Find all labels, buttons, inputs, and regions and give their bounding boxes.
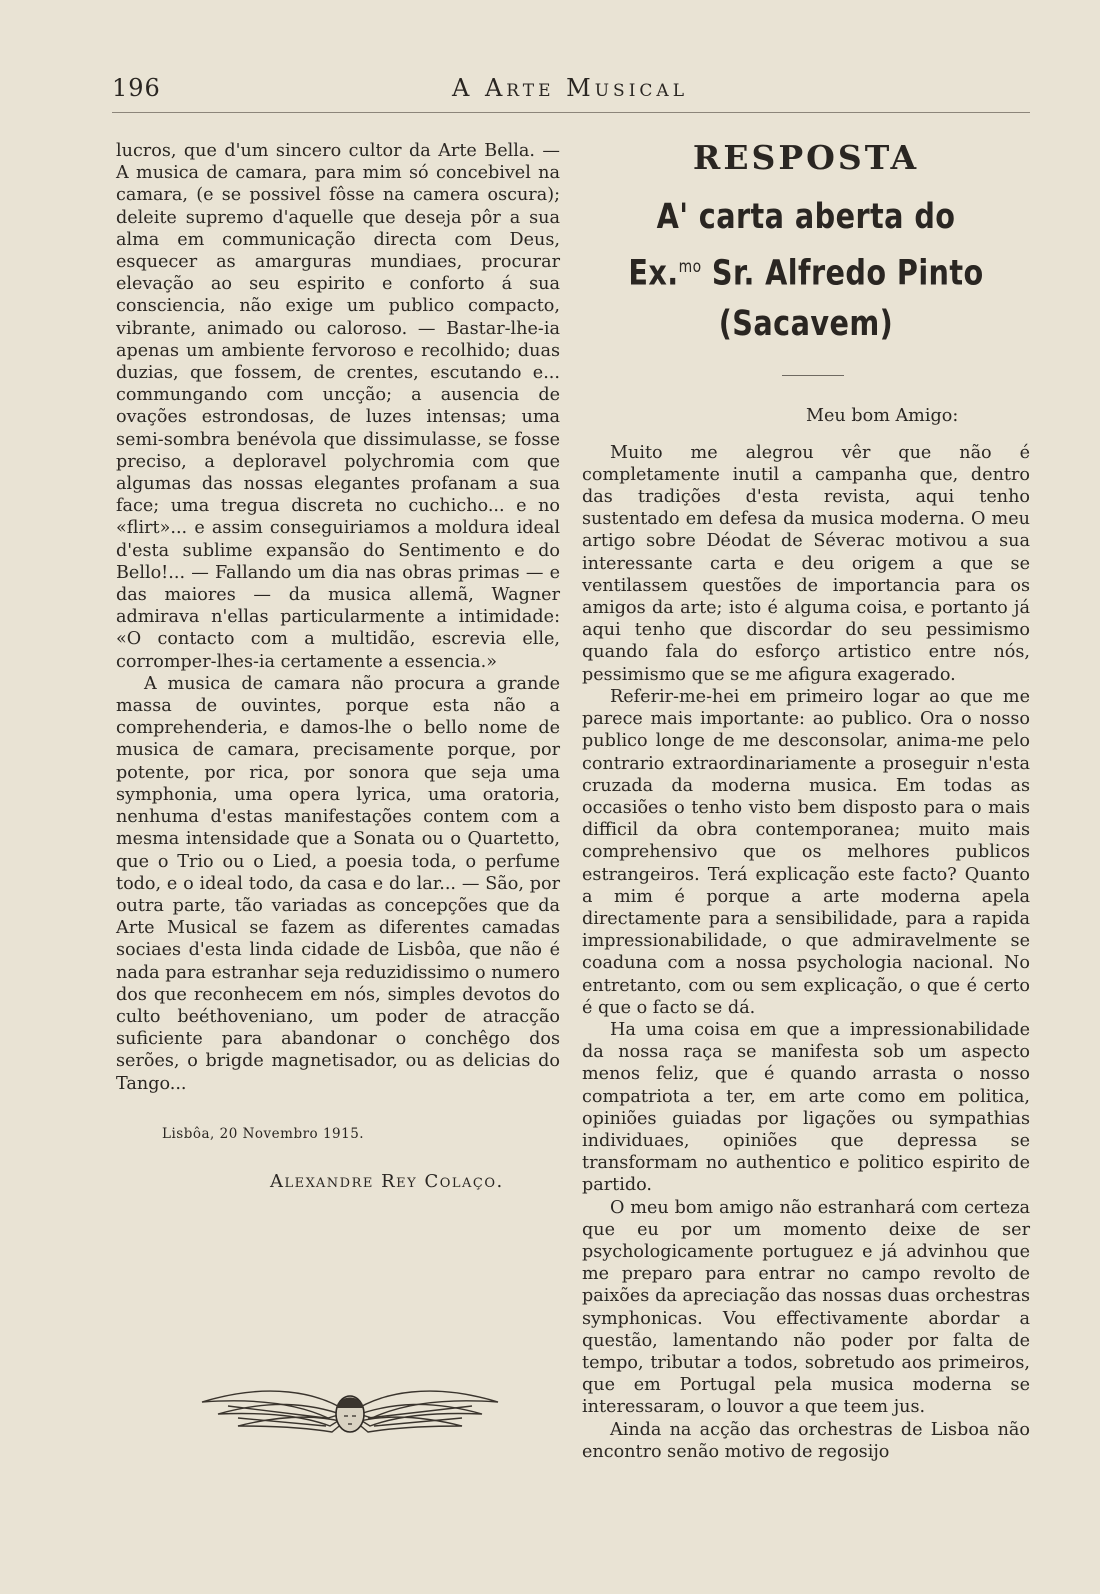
right-paragraph-1: Muito me alegrou vêr que não é completamente inutil a campanha que, dentro das tradições d'esta revista, aqui tenho sustentado em defesa da musica moderna. O meu artigo sobre Déodat de Séverac motivou a sua interessante carta e deu origem a que se ventilassem questões de importancia para os amigos da arte; isto é alguma coisa, e portanto já aqui tenho que discordar do seu pessimismo quando fala do esforço artistico entre nós, pessimismo que se me afigura exagerado. — [582, 442, 1030, 685]
subtitle-part-2: Sr. Alfredo Pinto (Sacavem) — [701, 253, 984, 344]
left-paragraph-1: lucros, que d'um sincero cultor da Arte Bella. — A musica de camara, para mim só concebivel na camara, (e se possivel fôsse na camera oscura); deleite supremo d'aquelle que deseja pôr a sua alma em communicação directa com Deus, esquecer as amarguras mundiaes, procurar elevação ao seu espirito e conforto á sua consciencia, não exige um publico compacto, vibrante, animado ou caloroso. — Bastar-lhe-ia apenas um ambiente fervoroso e recolhido; duas duzias, que fossem, de crentes, escutando e... commungando com uncção; a ausencia de ovações estrondosas, de luzes intensas; uma semi-sombra benévola que dissimulasse, se fosse preciso, a deploravel polychromia com que algumas das nossas elegantes profanam a sua face; uma tregua discreta no cuchicho... e no «flirt»... e assim conseguiriamos a moldura ideal d'esta sublime expansão do Sentimento e do Bello!... — Fallando um dia nas obras primas — e das maiores — da musica allemã, Wagner admirava n'ellas particularmente a intimidade: «O contacto com a multidão, escrevia elle, corromper-lhes-ia certamente a essencia.» — [116, 141, 560, 672]
right-paragraph-5: Ainda na acção das orchestras de Lisboa não encontro senão motivo de regosijo — [582, 1419, 1030, 1462]
author-signature: Alexandre Rey Colaço. — [270, 1170, 504, 1192]
page-header — [112, 74, 1028, 104]
subtitle-superscript: mo — [678, 257, 702, 277]
right-paragraph-2: Referir-me-hei em primeiro logar ao que me parece mais importante: ao publico. Ora o nosso publico longe de me desconsolar, anima-me pelo contrario extraordinariamente a proseguir n'esta cruzada da moderna musica. Em todas as occasiões o tenho visto bem disposto para o mais difficil da obra contemporanea; muito mais comprehensivo que os melhores publicos estrangeiros. Terá explicação este facto? Quanto a mim é porque a arte moderna apela directamente para a sensibilidade, para a rapida impressionabilidade, o que admiravelmente se coaduna com a nossa psychologia nacional. No entretanto, com ou sem explicação, o que é certo é que o facto se dá. — [582, 686, 1030, 1018]
title-divider — [782, 375, 844, 376]
left-paragraph-2: A musica de camara não procura a grande massa de ouvintes, porque esta não a comprehenderia, e damos-lhe o bello nome de musica de camara, precisamente porque, por potente, por rica, por sonora que seja uma symphonia, uma opera lyrica, uma oratoria, nenhuma d'estas manifestações contem com a mesma intensidade que a Sonata ou o Quartetto, que o Trio ou o Lied, a poesia toda, o perfume todo, e o ideal todo, da casa e do lar... — São, por outra parte, tão variadas as concepções que da Arte Musical se fazem as diferentes camadas sociaes d'esta linda cidade de Lisbôa, que não é nada para estranhar seja reduzidissimo o numero dos que reconhecem em nós, simples devotos do culto beéthoveniano, um poder de atracção suficiente para abandonar o conchêgo dos serões, o brigde magnetisador, ou as delicias do Tango... — [116, 673, 560, 1094]
article-subtitle — [622, 192, 989, 349]
header-divider — [112, 112, 1030, 113]
greeting: Meu bom Amigo: — [806, 405, 959, 426]
page-number: 196 — [112, 74, 161, 102]
left-column — [116, 140, 560, 1193]
running-title: A Arte Musical — [451, 74, 688, 102]
right-column — [582, 138, 1030, 1463]
right-paragraph-3: Ha uma coisa em que a impressionabilidade da nossa raça se manifesta sob um aspecto menos feliz, que é quando arrasta o nosso compatriota a ter, em arte como em politica, opiniões guiadas por ligações ou sympathias individuaes, opiniões que depressa se transformam no authentico e politico espirito de partido. — [582, 1019, 1030, 1196]
letter-body — [582, 442, 1030, 1463]
winged-head-ornament-icon — [198, 1372, 502, 1448]
article-title: RESPOSTA — [692, 138, 920, 177]
right-paragraph-4: O meu bom amigo não estranhará com certeza que eu por um momento deixe de ser psychologicamente portuguez e já advinhou que me preparo para entrar no campo revolto de paixões da apreciação das nossas duas orchestras symphonicas. Vou effectivamente abordar a questão, lamentando não poder por falta de tempo, tributar a todos, sobretudo aos primeiros, que em Portugal pela musica moderna se interessaram, o louvor a que teem jus. — [582, 1197, 1030, 1418]
dateline: Lisbôa, 20 Novembro 1915. — [162, 1125, 365, 1142]
subtitle-part-1: A' carta aberta do Ex. — [628, 197, 956, 294]
